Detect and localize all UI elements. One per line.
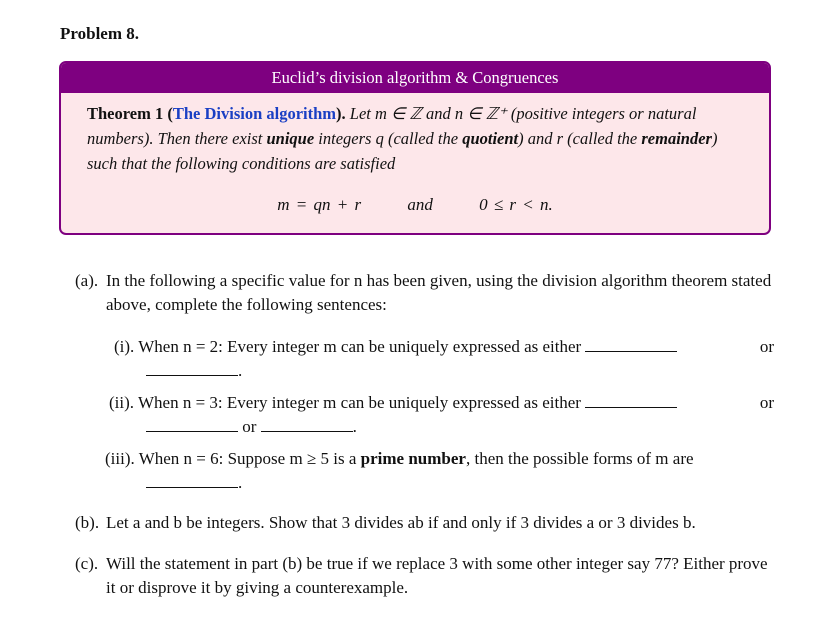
part-ii-label: (ii). [109, 393, 135, 412]
answer-blank[interactable] [585, 393, 677, 408]
part-c-text: Will the statement in part (b) be true if we replace 3 with some other integer say 77? Either prove it or disprove it by giving a counterexample. [106, 554, 768, 597]
part-a-ii [109, 391, 774, 415]
theorem-box-header: Euclid’s division algorithm & Congruences [61, 63, 769, 93]
theorem-text-4: ) such that the following conditions are satisfied [87, 129, 718, 173]
theorem-text-2: integers q (called the [318, 129, 459, 148]
part-i-second-line: . [146, 359, 242, 383]
part-c [75, 552, 776, 600]
part-iii-second-line: . [146, 471, 242, 495]
or-text: or [242, 417, 257, 436]
prime-number-term: prime number [360, 449, 466, 468]
quotient-term: quotient [462, 129, 519, 148]
part-a-label: (a). [75, 271, 99, 290]
remainder-term: remainder [641, 129, 712, 148]
or-text: or [759, 393, 774, 412]
theorem-label: Theorem 1 [87, 104, 164, 123]
division-equation [87, 192, 743, 217]
part-i-label: (i). [114, 337, 135, 356]
theorem-name-link[interactable]: The Division algorithm [172, 104, 337, 123]
theorem-text-3: ) and r (called the [518, 129, 638, 148]
theorem-body: Theorem 1 (The Division algorithm). Let m ∈ ℤ and n ∈ ℤ⁺ (positive integers or natural numbers). Then there exist unique integers q (called the quotient) and r (called the remainder) such that the following conditions are satisfied m = qn + r and 0 ≤ r < n. [61, 93, 769, 217]
part-b-text: Let a and b be integers. Show that 3 divides ab if and only if 3 divides a or 3 divides b. [106, 513, 696, 532]
equation-left: m = qn + r [277, 195, 362, 214]
theorem-text-1: Let m ∈ ℤ and n ∈ ℤ⁺ (positive integers or natural numbers). Then there exist [87, 104, 697, 148]
part-b-label: (b). [75, 513, 100, 532]
part-a-iii [105, 447, 775, 471]
part-b [75, 511, 776, 535]
problem-title: Problem 8. [60, 24, 140, 43]
part-ii-text: When n = 3: Every integer m can be uniquely expressed as either [137, 393, 581, 412]
or-text: or [759, 337, 774, 356]
equation-right: 0 ≤ r < n. [479, 195, 553, 214]
theorem-box [59, 61, 771, 235]
part-iii-text-1: When n = 6: Suppose m ≥ 5 is a [138, 449, 357, 468]
part-iii-text-2: , then the possible forms of m are [465, 449, 694, 468]
answer-blank[interactable] [146, 361, 238, 376]
part-a-text: In the following a specific value for n has been given, using the division algorithm theorem stated above, complete the following sentences: [106, 271, 772, 314]
part-i-text: When n = 2: Every integer m can be uniquely expressed as either [138, 337, 582, 356]
answer-blank[interactable] [146, 473, 238, 488]
part-a-i [114, 335, 774, 359]
answer-blank[interactable] [261, 417, 353, 432]
answer-blank[interactable] [585, 337, 677, 352]
equation-and: and [407, 195, 433, 214]
part-ii-second-line: or . [146, 415, 357, 439]
part-iii-label: (iii). [105, 449, 135, 468]
part-c-label: (c). [75, 554, 99, 573]
part-a [75, 269, 776, 317]
answer-blank[interactable] [146, 417, 238, 432]
unique-term: unique [266, 129, 315, 148]
